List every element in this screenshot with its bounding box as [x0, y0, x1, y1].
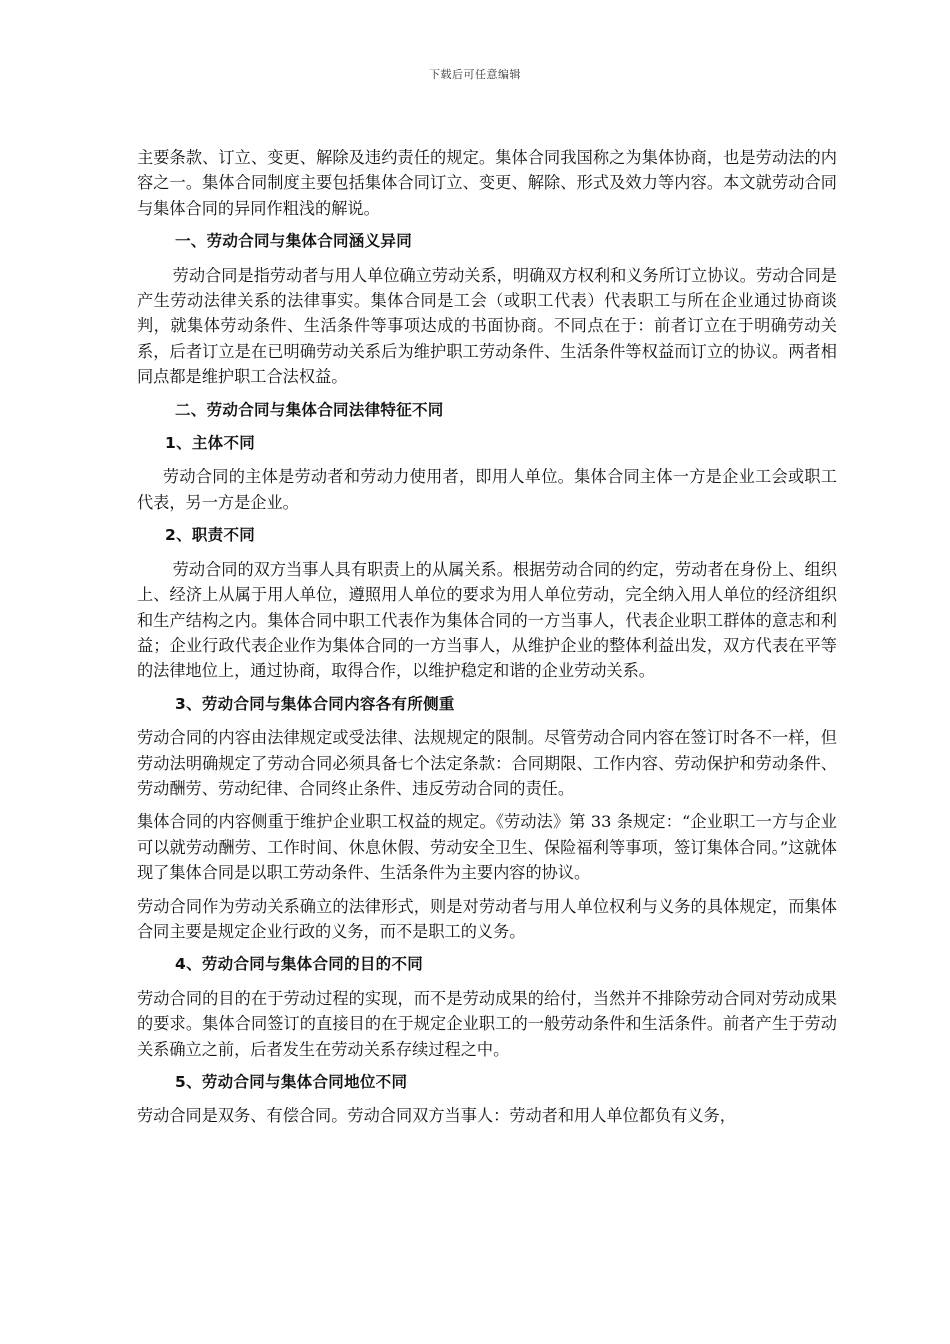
section-heading-1: 一、劳动合同与集体合同涵义异同: [175, 232, 413, 251]
subheading-content: 3、劳动合同与集体合同内容各有所侧重: [175, 694, 455, 713]
paragraph-content-2: 集体合同的内容侧重于维护企业职工权益的规定。《劳动法》第 33 条规定：“企业职工一方与企业可以就劳动酬劳、工作时间、休息休假、劳动安全卫生、保险福利等事项，签订集体合同。”这就体现了集体合同是以职工劳动条件、生活条件为主要内容的协议。: [137, 812, 837, 883]
paragraph-duty: 劳动合同的双方当事人具有职责上的从属关系。根据劳动合同的约定，劳动者在身份上、组织上、经济上从属于用人单位，遵照用人单位的要求为用人单位劳动，完全纳入用人单位的经济组织和生产结构之内。集体合同中职工代表作为集体合同的一方当事人，代表企业职工群体的意志和利益；企业行政代表企业作为集体合同的一方当事人，从维护企业的整体利益出发，双方代表在平等的法律地位上，通过协商，取得合作，以维护稳定和谐的企业劳动关系。: [137, 559, 837, 681]
paragraph-definition: 劳动合同是指劳动者与用人单位确立劳动关系，明确双方权利和义务所订立协议。劳动合同是产生劳动法律关系的法律事实。集体合同是工会（或职工代表）代表职工与所在企业通过协商谈判，就集体劳动条件、生活条件等事项达成的书面协商。不同点在于：前者订立在于明确劳动关系，后者订立是在已明确劳动关系后为维护职工劳动条件、生活条件等权益而订立的协议。两者相同点都是维护职工合法权益。: [137, 265, 837, 387]
paragraph-content-1: 劳动合同的内容由法律规定或受法律、法规规定的限制。尽管劳动合同内容在签订时各不一样，但劳动法明确规定了劳动合同必须具备七个法定条款：合同期限、工作内容、劳动保护和劳动条件、劳动酬劳、劳动纪律、合同终止条件、违反劳动合同的责任。: [137, 728, 837, 798]
paragraph-subject: 劳动合同的主体是劳动者和劳动力使用者，即用人单位。集体合同主体一方是企业工会或职工代表，另一方是企业。: [137, 467, 837, 512]
document-body: [137, 145, 837, 1137]
paragraph-status: 劳动合同是双务、有偿合同。劳动合同双方当事人：劳动者和用人单位都负有义务，: [137, 1106, 736, 1126]
subheading-subject: 1、主体不同: [165, 434, 256, 453]
paragraph-content-3: 劳动合同作为劳动关系确立的法律形式，则是对劳动者与用人单位权利与义务的具体规定，而集体合同主要是规定企业行政的义务，而不是职工的义务。: [137, 896, 837, 941]
subheading-duty: 2、职责不同: [165, 526, 256, 545]
subheading-status: 5、劳动合同与集体合同地位不同: [175, 1073, 408, 1091]
paragraph-purpose: 劳动合同的目的在于劳动过程的实现，而不是劳动成果的给付，当然并不排除劳动合同对劳动成果的要求。集体合同签订的直接目的在于规定企业职工的一般劳动条件和生活条件。前者产生于劳动关系确立之前，后者发生在劳动关系存续过程之中。: [137, 988, 837, 1059]
paragraph-intro: 主要条款、订立、变更、解除及违约责任的规定。集体合同我国称之为集体协商，也是劳动法的内容之一。集体合同制度主要包括集体合同订立、变更、解除、形式及效力等内容。本文就劳动合同与集体合同的异同作粗浅的解说。: [137, 148, 837, 218]
page-header: 下载后可任意编辑: [429, 68, 521, 81]
section-heading-2: 二、劳动合同与集体合同法律特征不同: [175, 400, 444, 419]
subheading-purpose: 4、劳动合同与集体合同的目的不同: [175, 955, 424, 974]
